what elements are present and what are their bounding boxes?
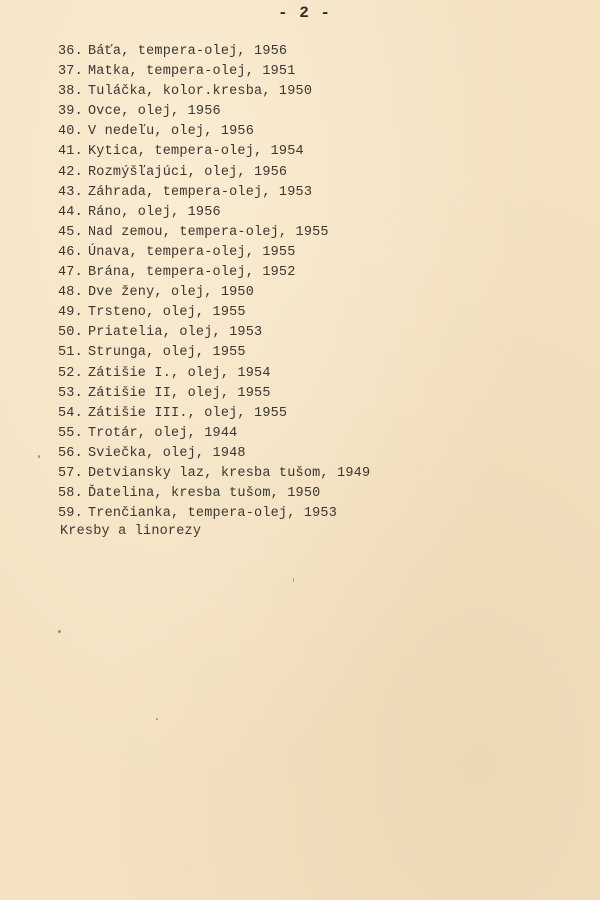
list-item: [58, 343, 370, 363]
entry-text: Záhrada, tempera-olej, 1953: [88, 184, 313, 200]
entry-number: 50.: [58, 325, 83, 341]
entry-text: Báťa, tempera-olej, 1956: [88, 44, 288, 59]
entry-number: 36.: [58, 44, 83, 59]
list-item: [58, 464, 370, 484]
list-item: [58, 183, 370, 203]
list-item: [58, 323, 370, 343]
entry-number: 53.: [58, 385, 83, 401]
entry-number: 43.: [58, 184, 83, 200]
entry-number: 56.: [58, 445, 83, 461]
list-item: [58, 163, 370, 183]
entry-number: 51.: [58, 345, 83, 361]
entry-number: 47.: [58, 265, 83, 281]
entry-number: 59.: [58, 506, 83, 522]
artwork-list: [58, 42, 370, 524]
entry-text: Trsteno, olej, 1955: [88, 305, 246, 321]
entry-number: 55.: [58, 425, 83, 441]
entry-text: Matka, tempera-olej, 1951: [88, 64, 296, 80]
entry-text: Brána, tempera-olej, 1952: [88, 265, 296, 281]
entry-text: Tuláčka, kolor.kresba, 1950: [88, 84, 313, 100]
entry-text: Trotár, olej, 1944: [88, 425, 238, 441]
page-number: - 2 -: [278, 4, 332, 22]
list-item: [58, 102, 370, 122]
entry-text: Únava, tempera-olej, 1955: [88, 244, 296, 260]
entry-text: Sviečka, olej, 1948: [88, 445, 246, 461]
list-item: [58, 283, 370, 303]
entry-number: 41.: [58, 144, 83, 160]
entry-number: 40.: [58, 124, 83, 140]
entry-text: Ráno, olej, 1956: [88, 204, 221, 220]
entry-number: 58.: [58, 486, 83, 502]
entry-number: 37.: [58, 64, 83, 80]
entry-text: Rozmýšľajúci, olej, 1956: [88, 164, 288, 180]
entry-number: 52.: [58, 365, 83, 381]
paper-speck: [293, 578, 294, 582]
list-item: [58, 82, 370, 102]
list-item: [58, 364, 370, 384]
paper-speck: [38, 455, 40, 458]
entry-text: Dve ženy, olej, 1950: [88, 285, 255, 301]
section-heading: Kresby a linorezy: [60, 524, 202, 539]
entry-text: Trenčianka, tempera-olej, 1953: [88, 506, 338, 522]
entry-number: 46.: [58, 244, 83, 260]
entry-text: Strunga, olej, 1955: [88, 345, 246, 361]
entry-number: 48.: [58, 285, 83, 301]
list-item: [58, 384, 370, 404]
entry-text: Nad zemou, tempera-olej, 1955: [88, 224, 329, 240]
entry-text: Ďatelina, kresba tušom, 1950: [88, 486, 321, 502]
entry-text: Kytica, tempera-olej, 1954: [88, 144, 304, 160]
entry-text: Priatelia, olej, 1953: [88, 325, 263, 341]
list-item: [58, 444, 370, 464]
entry-number: 49.: [58, 305, 83, 321]
list-item: [58, 263, 370, 283]
list-item: [58, 62, 370, 82]
entry-number: 45.: [58, 224, 83, 240]
entry-number: 39.: [58, 104, 83, 120]
entry-number: 57.: [58, 465, 83, 481]
entry-number: 38.: [58, 84, 83, 100]
entry-text: Zátišie III., olej, 1955: [88, 405, 288, 421]
list-item: [58, 424, 370, 444]
list-item: [58, 203, 370, 223]
entry-text: Zátišie I., olej, 1954: [88, 365, 271, 381]
entry-text: Detviansky laz, kresba tušom, 1949: [88, 465, 371, 481]
entry-text: V nedeľu, olej, 1956: [88, 124, 255, 140]
list-item: [58, 223, 370, 243]
entry-number: 42.: [58, 164, 83, 180]
list-item: [58, 303, 370, 323]
list-item: [58, 142, 370, 162]
entry-number: 54.: [58, 405, 83, 421]
entry-number: 44.: [58, 204, 83, 220]
entry-text: Zátišie II, olej, 1955: [88, 385, 271, 401]
list-item: [58, 404, 370, 424]
entry-text: Ovce, olej, 1956: [88, 104, 221, 120]
paper-speck: [156, 718, 158, 720]
list-item: [58, 243, 370, 263]
list-item: [58, 484, 370, 504]
list-item: [58, 42, 370, 62]
paper-speck: [58, 630, 61, 633]
list-item: [58, 122, 370, 142]
